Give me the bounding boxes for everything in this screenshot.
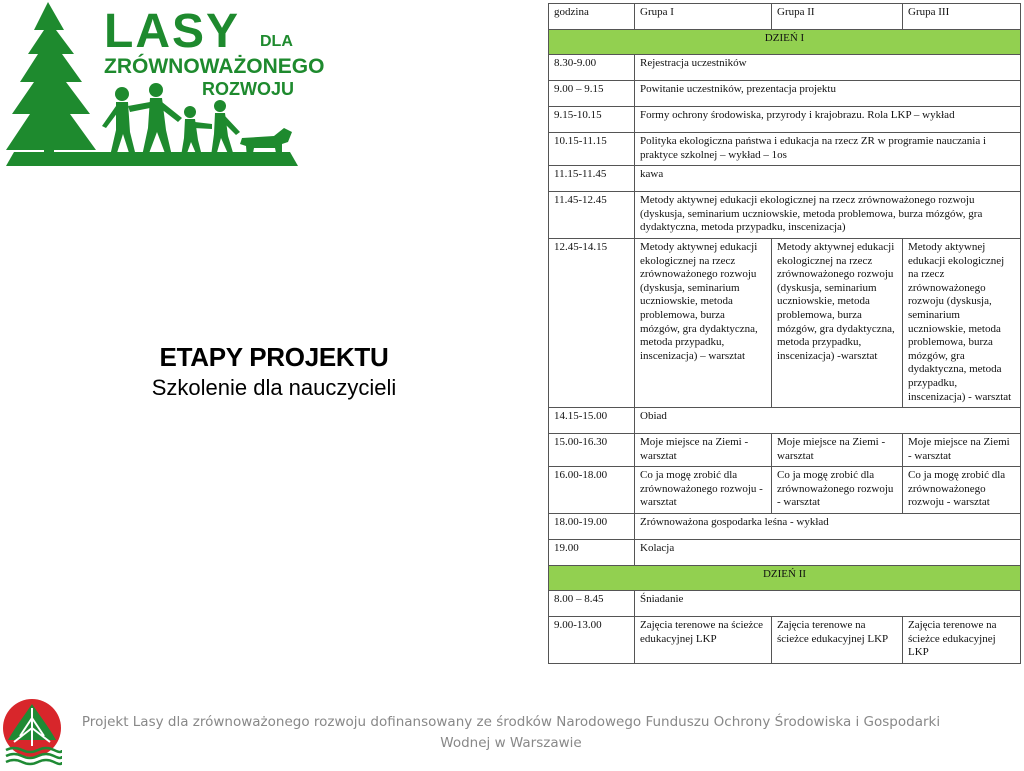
footer-note: Projekt Lasy dla zrównoważonego rozwoju dofinansowany ze środków Narodowego Funduszu Ochrony Środowiska i Gospodarki Wodnej w Warszawie: [81, 714, 941, 751]
day-row: [549, 30, 1021, 55]
table-row: [549, 107, 1021, 133]
time-cell: 15.00-16.30: [549, 434, 635, 467]
table-row: [549, 434, 1021, 467]
time-cell: 8.30-9.00: [549, 55, 635, 81]
group3-cell: Metody aktywnej edukacji ekologicznej na rzecz zrównoważonego rozwoju (dyskusja, seminarium uczniowskie, metoda problemowa, burza mózgów, gra dydaktyczna, metoda przypadku, inscenizacja) - warsztat: [903, 238, 1021, 407]
table-row: [549, 514, 1021, 540]
table-row: [549, 81, 1021, 107]
header-cell-group1: Grupa I: [635, 4, 772, 30]
logo: [4, 2, 325, 174]
table-row: [549, 467, 1021, 514]
group2-cell: Co ja mogę zrobić dla zrównoważonego rozwoju - warsztat: [772, 467, 903, 514]
time-cell: 11.15-11.45: [549, 166, 635, 192]
table-row: [549, 540, 1021, 566]
group2-cell: Moje miejsce na Ziemi - warsztat: [772, 434, 903, 467]
table-row: [549, 408, 1021, 434]
table-row: [549, 133, 1021, 166]
group1-cell: Metody aktywnej edukacji ekologicznej na rzecz zrównoważonego rozwoju (dyskusja, seminarium uczniowskie, metoda problemowa, burza mózgów, gra dydaktyczna, metoda przypadku, inscenizacja) – warsztat: [635, 238, 772, 407]
group2-cell: Zajęcia terenowe na ścieżce edukacyjnej LKP: [772, 617, 903, 664]
group1-cell: Zajęcia terenowe na ścieżce edukacyjnej LKP: [635, 617, 772, 664]
day-row: [549, 566, 1021, 591]
table-row: [549, 617, 1021, 664]
time-cell: 18.00-19.00: [549, 514, 635, 540]
day-label: DZIEŃ II: [549, 566, 1021, 591]
header-cell-group3: Grupa III: [903, 4, 1021, 30]
nfosigw-emblem: [2, 696, 62, 766]
time-cell: 11.45-12.45: [549, 192, 635, 239]
activity-cell: Formy ochrony środowiska, przyrody i krajobrazu. Rola LKP – wykład: [635, 107, 1021, 133]
activity-cell: Rejestracja uczestników: [635, 55, 1021, 81]
activity-cell: kawa: [635, 166, 1021, 192]
group1-cell: Moje miejsce na Ziemi - warsztat: [635, 434, 772, 467]
logo-dla: DLA: [260, 33, 293, 50]
title-block: [0, 342, 548, 401]
schedule-table: [548, 3, 1021, 664]
activity-cell: Obiad: [635, 408, 1021, 434]
activity-cell: Powitanie uczestników, prezentacja projektu: [635, 81, 1021, 107]
activity-cell: Śniadanie: [635, 591, 1021, 617]
page-subtitle: Szkolenie dla nauczycieli: [151, 375, 397, 400]
group3-cell: Zajęcia terenowe na ścieżce edukacyjnej LKP: [903, 617, 1021, 664]
day-label: DZIEŃ I: [549, 30, 1021, 55]
nfosigw-logo-icon: [2, 696, 62, 766]
time-cell: 19.00: [549, 540, 635, 566]
table-row: [549, 166, 1021, 192]
time-cell: 14.15-15.00: [549, 408, 635, 434]
header-row: [549, 4, 1021, 30]
table-row: [549, 192, 1021, 239]
header-cell-time: godzina: [549, 4, 635, 30]
header-cell-group2: Grupa II: [772, 4, 903, 30]
time-cell: 9.00 – 9.15: [549, 81, 635, 107]
activity-cell: Zrównoważona gospodarka leśna - wykład: [635, 514, 1021, 540]
logo-line2: ZRÓWNOWAŻONEGO: [104, 55, 325, 78]
logo-word: LASY: [104, 5, 241, 58]
group3-cell: Moje miejsce na Ziemi - warsztat: [903, 434, 1021, 467]
page-title: ETAPY PROJEKTU: [159, 342, 389, 372]
group2-cell: Metody aktywnej edukacji ekologicznej na rzecz zrównoważonego rozwoju (dyskusja, seminarium uczniowskie, metoda problemowa, burza mózgów, gra dydaktyczna, metoda przypadku, inscenizacja) -warsztat: [772, 238, 903, 407]
activity-cell: Kolacja: [635, 540, 1021, 566]
time-cell: 10.15-11.15: [549, 133, 635, 166]
time-cell: 8.00 – 8.45: [549, 591, 635, 617]
time-cell: 12.45-14.15: [549, 238, 635, 407]
table-row: [549, 591, 1021, 617]
time-cell: 16.00-18.00: [549, 467, 635, 514]
activity-cell: Metody aktywnej edukacji ekologicznej na rzecz zrównoważonego rozwoju (dyskusja, seminarium uczniowskie, metoda problemowa, burza mózgów, gra dydaktyczna, metoda przypadku, inscenizacja): [635, 192, 1021, 239]
logo-line3: ROZWOJU: [202, 79, 294, 99]
group1-cell: Co ja mogę zrobić dla zrównoważonego rozwoju - warsztat: [635, 467, 772, 514]
group3-cell: Co ja mogę zrobić dla zrównoważonego rozwoju - warsztat: [903, 467, 1021, 514]
time-cell: 9.15-10.15: [549, 107, 635, 133]
table-row: [549, 55, 1021, 81]
activity-cell: Polityka ekologiczna państwa i edukacja na rzecz ZR w programie nauczania i praktyce szkolnej – wykład – 1os: [635, 133, 1021, 166]
table-row: [549, 238, 1021, 407]
time-cell: 9.00-13.00: [549, 617, 635, 664]
